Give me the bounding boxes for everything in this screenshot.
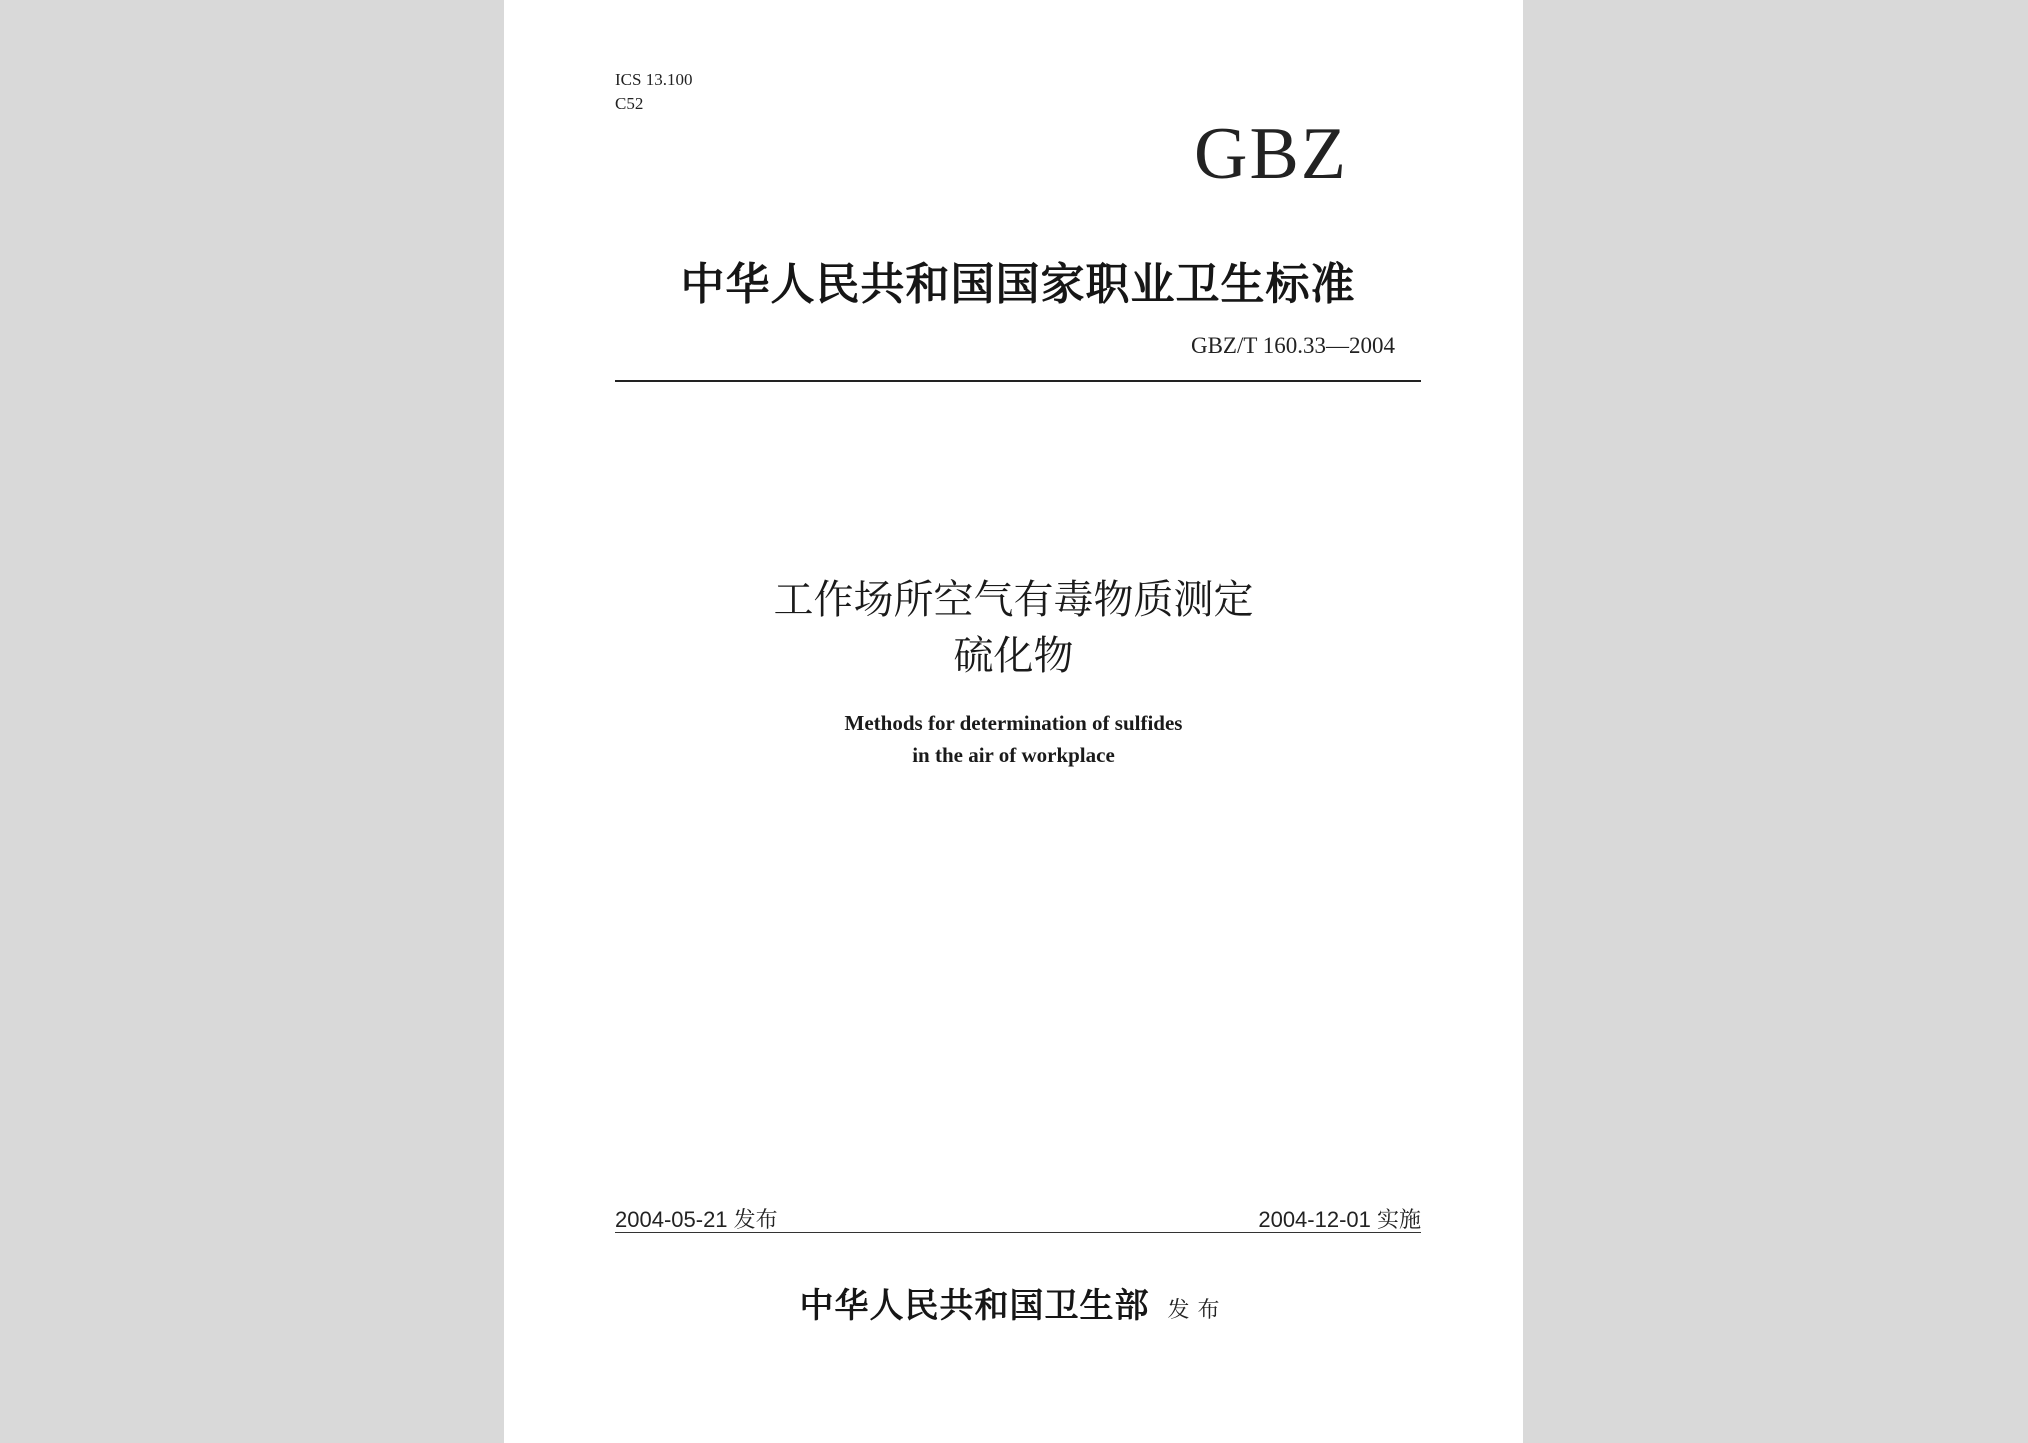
en-title-line2: in the air of workplace [912, 743, 1115, 767]
publisher-action: 发布 [1167, 1298, 1228, 1323]
standard-title: 中华人民共和国国家职业卫生标准 [680, 259, 1356, 310]
issue-date: 2004-05-21 发布 [615, 1207, 778, 1232]
publisher-org: 中华人民共和国卫生部 [799, 1286, 1150, 1326]
header-divider [615, 380, 1421, 382]
standard-code: GBZ/T 160.33—2004 [1190, 333, 1395, 358]
implementation-date: 2004-12-01 实施 [1258, 1207, 1421, 1232]
classification-codes [615, 68, 692, 116]
en-title-line1: Methods for determination of sulfides [844, 711, 1183, 735]
publisher-line [504, 1278, 1523, 1327]
ccs-code: C52 [615, 94, 644, 113]
ics-code: ICS 13.100 [615, 70, 693, 89]
document-page [504, 0, 1523, 1443]
cn-title-line1: 工作场所空气有毒物质测定 [773, 577, 1254, 623]
gbz-mark: GBZ [1194, 113, 1348, 195]
footer-divider [615, 1232, 1421, 1233]
cn-title-line2: 硫化物 [953, 633, 1074, 679]
